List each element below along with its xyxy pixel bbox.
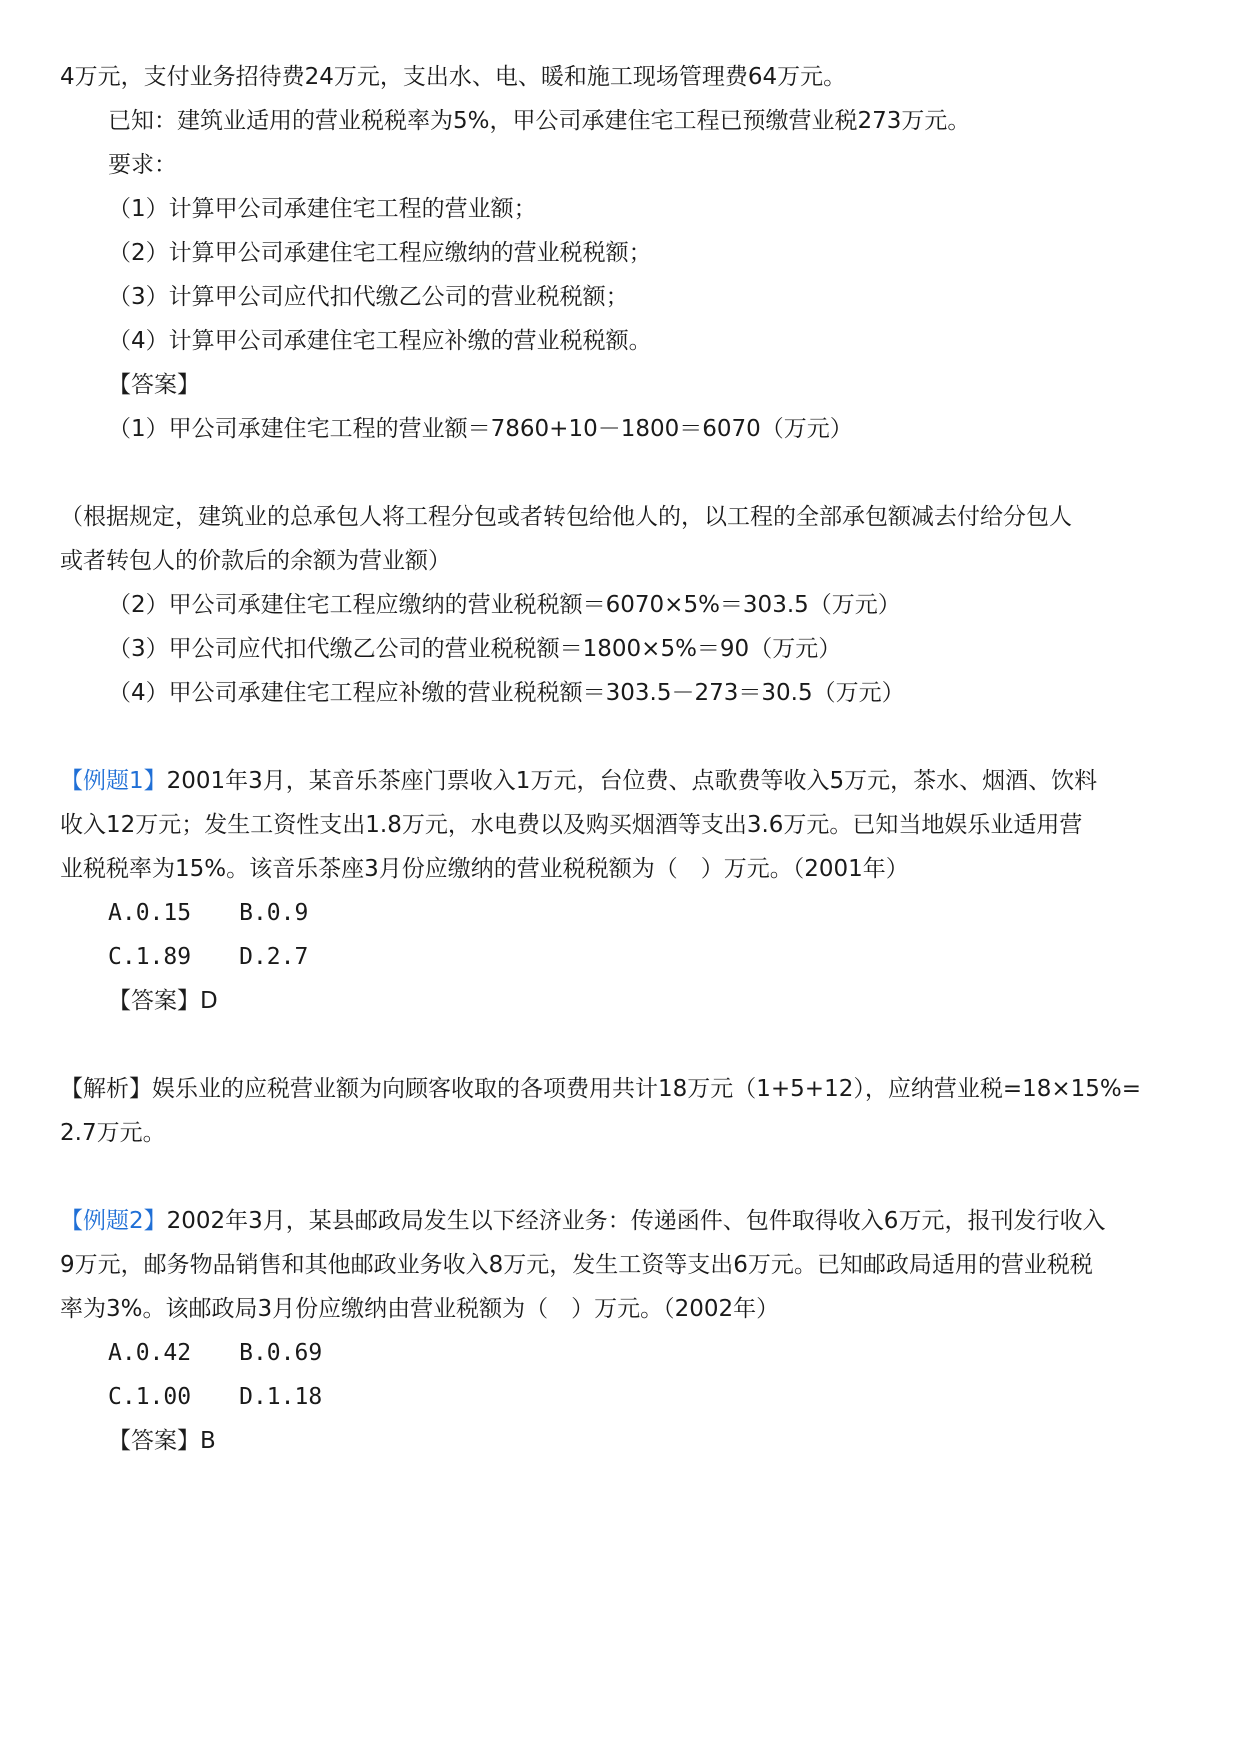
example-1-explanation-line-1: 【解析】娱乐业的应税营业额为向顾客收取的各项费用共计18万元（1+5+12），应纳营业税=18×15%= [60, 1076, 1142, 1102]
requirement-item: （3）计算甲公司应代扣代缴乙公司的营业税税额； [108, 284, 629, 310]
example-1-line-2: 收入12万元；发生工资性支出1.8万元，水电费以及购买烟酒等支出3.6万元。已知当地娱乐业适用营 [60, 812, 1083, 838]
option-c: C.1.00 [108, 1384, 192, 1410]
option-d: D.1.18 [239, 1384, 323, 1410]
example-1-explanation-line-2: 2.7万元。 [60, 1120, 166, 1146]
example-1-options-row-1 [108, 898, 308, 928]
answer-label: 【答案】 [108, 372, 200, 398]
regulation-note-line-2: 或者转包人的价款后的余额为营业额） [60, 548, 451, 574]
example-1-options-row-2 [108, 942, 308, 972]
example-2-text: 2002年3月，某县邮政局发生以下经济业务：传递函件、包件取得收入6万元，报刊发行收入 [166, 1208, 1106, 1234]
example-2-options-row-1 [108, 1338, 322, 1368]
example-2-line-2: 9万元，邮务物品销售和其他邮政业务收入8万元，发生工资等支出6万元。已知邮政局适用的营业税税 [60, 1252, 1093, 1278]
example-2-line-1 [60, 1206, 1105, 1236]
answer-item: （2）甲公司承建住宅工程应缴纳的营业税税额＝6070×5%＝303.5（万元） [108, 592, 901, 618]
intro-line-1: 4万元，支付业务招待费24万元，支出水、电、暖和施工现场管理费64万元。 [60, 64, 847, 90]
option-a: A.0.42 [108, 1340, 192, 1366]
example-2-options-row-2 [108, 1382, 322, 1412]
example-1-tag: 【例题1】 [60, 768, 167, 794]
option-d: D.2.7 [239, 944, 309, 970]
example-2-answer: 【答案】B [108, 1428, 216, 1454]
requirement-item: （4）计算甲公司承建住宅工程应补缴的营业税税额。 [108, 328, 652, 354]
requirement-item: （2）计算甲公司承建住宅工程应缴纳的营业税税额； [108, 240, 652, 266]
option-b: B.0.69 [239, 1340, 323, 1366]
example-1-line-3: 业税税率为15%。该音乐茶座3月份应缴纳的营业税税额为（ ）万元。（2001年） [60, 856, 909, 882]
answer-item: （4）甲公司承建住宅工程应补缴的营业税税额＝303.5－273＝30.5（万元） [108, 680, 905, 706]
example-1-answer: 【答案】D [108, 988, 218, 1014]
option-c: C.1.89 [108, 944, 192, 970]
requirements-label: 要求： [108, 152, 177, 178]
regulation-note-line-1: （根据规定，建筑业的总承包人将工程分包或者转包给他人的，以工程的全部承包额减去付给分包人 [60, 504, 1072, 530]
example-1-line-1 [60, 766, 1097, 796]
answer-item: （3）甲公司应代扣代缴乙公司的营业税税额＝1800×5%＝90（万元） [108, 636, 842, 662]
requirement-item: （1）计算甲公司承建住宅工程的营业额； [108, 196, 537, 222]
known-conditions: 已知：建筑业适用的营业税税率为5%，甲公司承建住宅工程已预缴营业税273万元。 [108, 108, 971, 134]
answer-item: （1）甲公司承建住宅工程的营业额＝7860+10－1800＝6070（万元） [108, 416, 853, 442]
example-2-line-3: 率为3%。该邮政局3月份应缴纳由营业税额为（ ）万元。（2002年） [60, 1296, 780, 1322]
option-b: B.0.9 [239, 900, 309, 926]
example-1-text: 2001年3月，某音乐茶座门票收入1万元，台位费、点歌费等收入5万元，茶水、烟酒、饮料 [166, 768, 1098, 794]
option-a: A.0.15 [108, 900, 192, 926]
example-2-tag: 【例题2】 [60, 1208, 167, 1234]
